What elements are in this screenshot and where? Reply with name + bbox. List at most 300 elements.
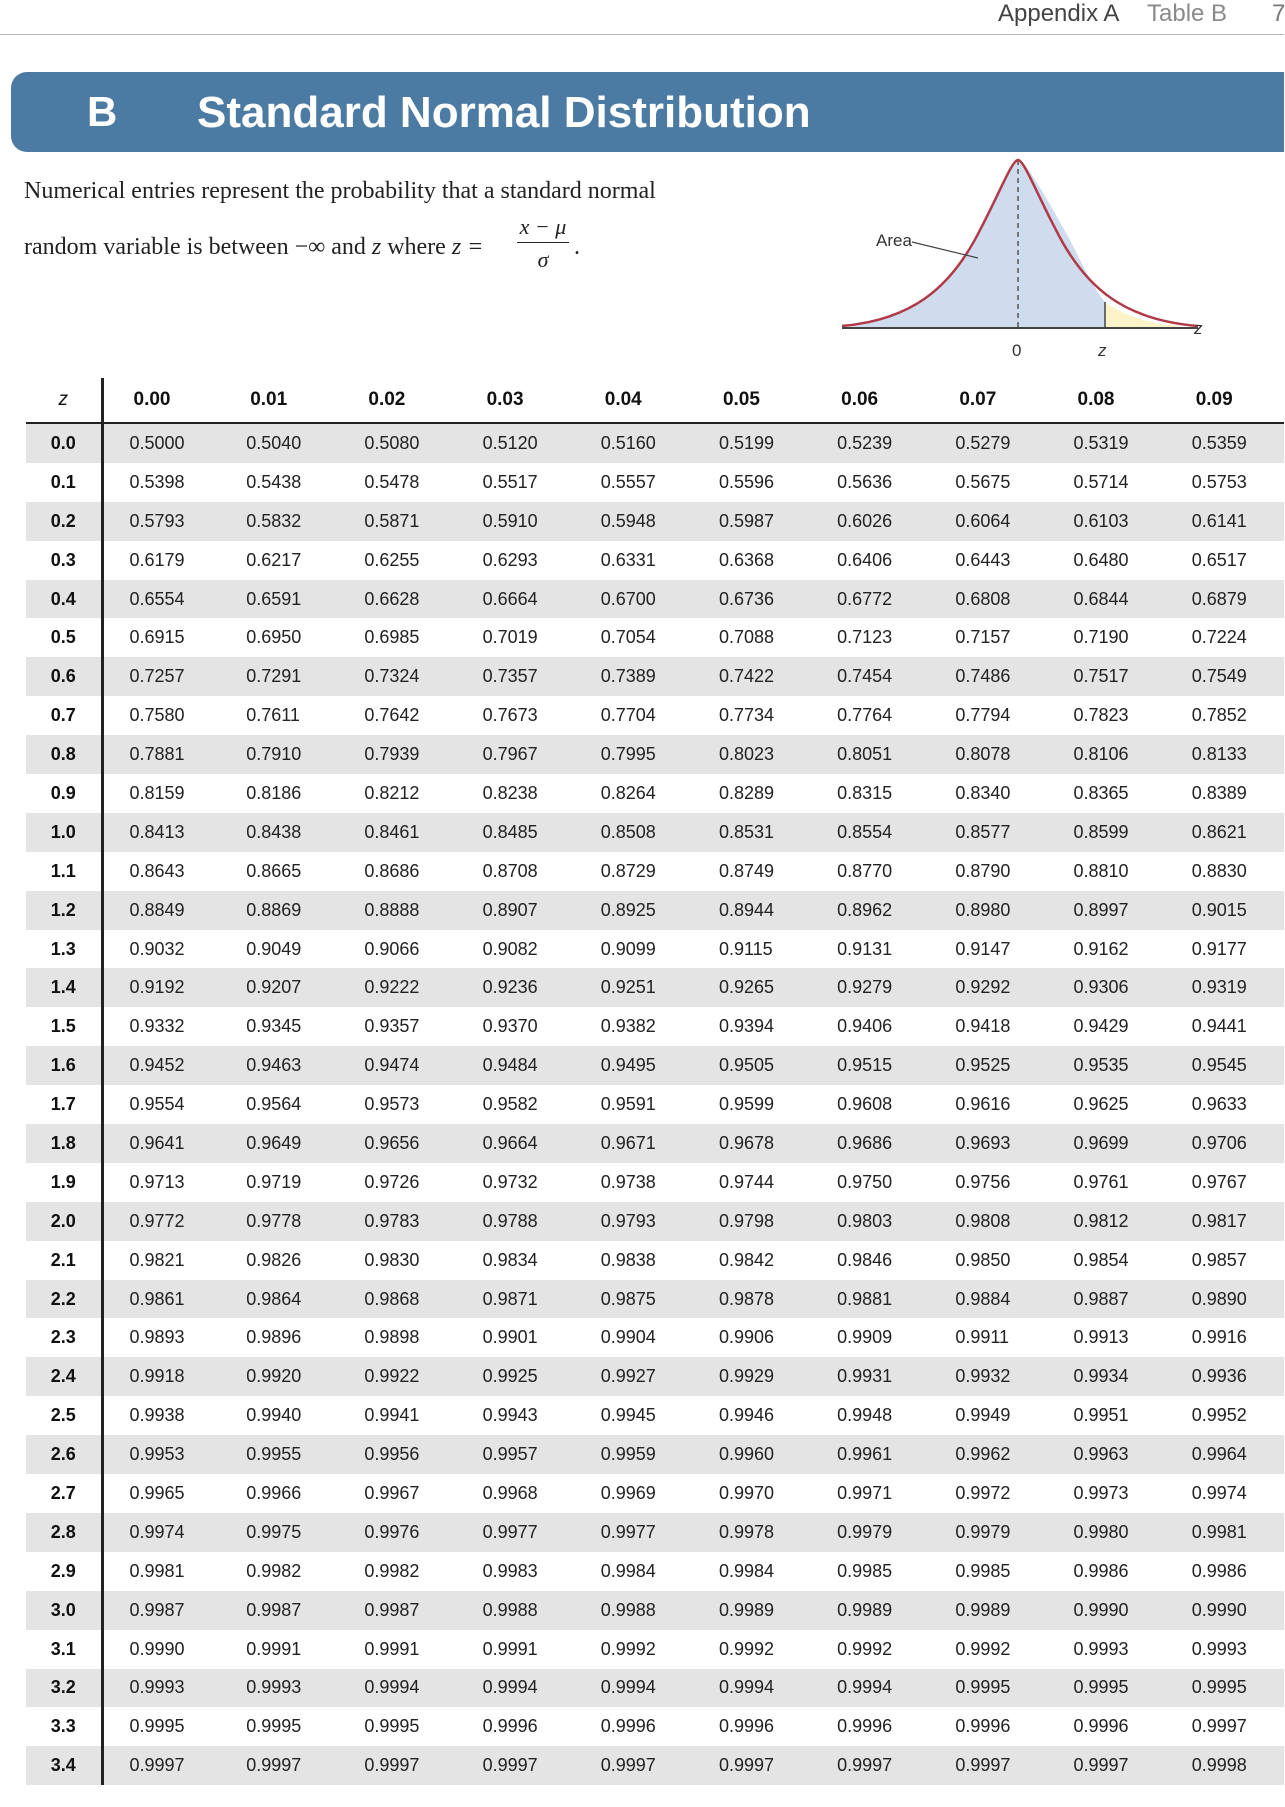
table-row	[26, 463, 1284, 502]
probability-cell: 0.8599	[1048, 813, 1166, 852]
probability-cell: 0.9913	[1073, 1327, 1129, 1348]
probability-cell: 0.5080	[338, 423, 456, 463]
probability-cell: 0.9798	[693, 1202, 811, 1241]
row-z-value: 1.5	[26, 1007, 102, 1046]
table-row	[26, 1163, 1284, 1202]
probability-cell: 0.5910	[457, 502, 575, 541]
row-z-value: 2.1	[26, 1241, 102, 1280]
probability-cell: 0.6179	[129, 549, 185, 570]
probability-cell: 0.9995	[1166, 1669, 1284, 1708]
probability-cell: 0.9998	[1166, 1746, 1284, 1785]
zero-label: 0	[1012, 341, 1022, 360]
page-number: 7	[1272, 0, 1285, 27]
probability-cell: 0.9967	[364, 1482, 420, 1503]
probability-cell: 0.6026	[811, 502, 929, 541]
probability-cell: 0.9997	[929, 1746, 1047, 1785]
probability-cell: 0.9896	[246, 1327, 302, 1348]
probability-cell: 0.9463	[220, 1046, 338, 1085]
probability-cell: 0.9906	[718, 1327, 774, 1348]
probability-cell: 0.9972	[955, 1482, 1011, 1503]
probability-cell: 0.9991	[246, 1638, 302, 1659]
probability-cell: 0.9893	[129, 1327, 185, 1348]
probability-cell: 0.5832	[220, 502, 338, 541]
probability-cell: 0.9979	[929, 1513, 1047, 1552]
row-z-value: 0.7	[26, 696, 102, 735]
probability-cell: 0.9971	[837, 1482, 893, 1503]
probability-cell: 0.9978	[693, 1513, 811, 1552]
probability-cell: 0.9279	[811, 968, 929, 1007]
probability-cell: 0.9394	[718, 1016, 774, 1037]
probability-cell: 0.9484	[457, 1046, 575, 1085]
probability-cell: 0.9904	[600, 1327, 656, 1348]
probability-cell: 0.9988	[575, 1591, 693, 1630]
probability-cell: 0.9345	[246, 1016, 302, 1037]
probability-cell: 0.9306	[1048, 968, 1166, 1007]
probability-cell: 0.6879	[1166, 580, 1284, 619]
probability-cell: 0.9236	[457, 968, 575, 1007]
probability-cell: 0.8925	[575, 891, 693, 930]
probability-cell: 0.6255	[364, 549, 420, 570]
probability-cell: 0.9996	[482, 1716, 538, 1737]
probability-cell: 0.6700	[575, 580, 693, 619]
table-row	[26, 1552, 1284, 1591]
probability-cell: 0.9931	[811, 1357, 929, 1396]
probability-cell: 0.9992	[837, 1638, 893, 1659]
probability-cell: 0.9993	[220, 1669, 338, 1708]
probability-cell: 0.8531	[693, 813, 811, 852]
probability-cell: 0.9982	[364, 1560, 420, 1581]
row-z-value: 1.1	[26, 852, 102, 891]
row-z-value: 3.1	[26, 1630, 102, 1669]
probability-cell: 0.9099	[600, 938, 656, 959]
probability-cell: 0.9920	[220, 1357, 338, 1396]
probability-cell: 0.9990	[129, 1638, 185, 1659]
probability-cell: 0.9222	[338, 968, 456, 1007]
probability-cell: 0.9932	[929, 1357, 1047, 1396]
probability-cell: 0.6406	[837, 549, 893, 570]
probability-cell: 0.8023	[693, 735, 811, 774]
probability-cell: 0.9887	[1048, 1280, 1166, 1319]
probability-cell: 0.9418	[955, 1016, 1011, 1037]
probability-cell: 0.9656	[338, 1124, 456, 1163]
probability-cell: 0.7257	[102, 657, 220, 696]
probability-cell: 0.9991	[482, 1638, 538, 1659]
table-row	[26, 423, 1284, 463]
table-row	[26, 1357, 1284, 1396]
probability-cell: 0.6591	[220, 580, 338, 619]
probability-cell: 0.7517	[1048, 657, 1166, 696]
probability-cell: 0.9997	[102, 1746, 220, 1785]
probability-cell: 0.6064	[929, 502, 1047, 541]
probability-cell: 0.7190	[1073, 627, 1129, 648]
row-z-value: 0.2	[26, 502, 102, 541]
probability-cell: 0.5319	[1048, 423, 1166, 463]
row-z-value: 3.3	[26, 1707, 102, 1746]
probability-cell: 0.9884	[929, 1280, 1047, 1319]
column-header: 0.02	[338, 378, 456, 423]
probability-cell: 0.9826	[246, 1249, 302, 1270]
probability-cell: 0.6141	[1166, 502, 1284, 541]
formula-period: .	[574, 234, 580, 260]
probability-cell: 0.9192	[102, 968, 220, 1007]
probability-cell: 0.6772	[811, 580, 929, 619]
probability-cell: 0.9977	[457, 1513, 575, 1552]
probability-cell: 0.8686	[364, 860, 420, 881]
row-z-value: 3.2	[26, 1669, 102, 1708]
table-row	[26, 1591, 1284, 1630]
intro-line-2	[24, 234, 483, 261]
probability-cell: 0.5948	[575, 502, 693, 541]
table-row	[26, 813, 1284, 852]
probability-cell: 0.6915	[129, 627, 185, 648]
probability-cell: 0.9974	[102, 1513, 220, 1552]
page-title: Standard Normal Distribution	[197, 88, 811, 137]
column-header: 0.09	[1166, 378, 1284, 423]
probability-cell: 0.8621	[1166, 813, 1284, 852]
probability-cell: 0.5987	[693, 502, 811, 541]
probability-cell: 0.9938	[129, 1405, 185, 1426]
probability-cell: 0.9846	[837, 1249, 893, 1270]
probability-cell: 0.7881	[102, 735, 220, 774]
probability-cell: 0.8186	[246, 782, 302, 803]
probability-cell: 0.9761	[1073, 1171, 1129, 1192]
probability-cell: 0.9633	[1191, 1094, 1247, 1115]
probability-cell: 0.8770	[837, 860, 893, 881]
probability-cell: 0.9968	[482, 1482, 538, 1503]
probability-cell: 0.9990	[1166, 1591, 1284, 1630]
probability-cell: 0.8508	[575, 813, 693, 852]
probability-cell: 0.9573	[364, 1094, 420, 1115]
probability-cell: 0.9699	[1048, 1124, 1166, 1163]
probability-cell: 0.9997	[1191, 1716, 1247, 1737]
probability-cell: 0.5517	[482, 471, 538, 492]
probability-cell: 0.9641	[102, 1124, 220, 1163]
probability-cell: 0.9951	[1073, 1405, 1129, 1426]
probability-cell: 0.8830	[1191, 860, 1247, 881]
probability-cell: 0.6808	[929, 580, 1047, 619]
z-table	[26, 378, 1284, 1785]
probability-cell: 0.5557	[600, 471, 656, 492]
probability-cell: 0.9969	[600, 1482, 656, 1503]
probability-cell: 0.5753	[1191, 471, 1247, 492]
table-row	[26, 1280, 1284, 1319]
row-z-value: 2.8	[26, 1513, 102, 1552]
probability-cell: 0.7324	[338, 657, 456, 696]
probability-cell: 0.9495	[575, 1046, 693, 1085]
probability-cell: 0.7422	[693, 657, 811, 696]
probability-cell: 0.7357	[457, 657, 575, 696]
probability-cell: 0.8485	[457, 813, 575, 852]
axis-z-label: z	[1194, 319, 1203, 338]
probability-cell: 0.9901	[482, 1327, 538, 1348]
probability-cell: 0.9992	[600, 1638, 656, 1659]
table-label: Table B	[1147, 0, 1228, 27]
probability-cell: 0.9319	[1166, 968, 1284, 1007]
probability-cell: 0.9955	[220, 1435, 338, 1474]
table-row	[26, 1669, 1284, 1708]
probability-cell: 0.9995	[1048, 1669, 1166, 1708]
probability-cell: 0.9808	[929, 1202, 1047, 1241]
table-row	[26, 502, 1284, 541]
probability-cell: 0.9441	[1191, 1016, 1247, 1037]
area-under-curve	[842, 160, 1018, 328]
probability-cell: 0.7852	[1191, 705, 1247, 726]
row-z-value: 2.9	[26, 1552, 102, 1591]
probability-cell: 0.9505	[693, 1046, 811, 1085]
probability-cell: 0.9842	[718, 1249, 774, 1270]
probability-cell: 0.7580	[129, 705, 185, 726]
probability-cell: 0.9989	[929, 1591, 1047, 1630]
probability-cell: 0.9994	[457, 1669, 575, 1708]
probability-cell: 0.9726	[364, 1171, 420, 1192]
probability-cell: 0.8962	[811, 891, 929, 930]
table-row	[26, 1085, 1284, 1124]
table-row	[26, 968, 1284, 1007]
probability-cell: 0.9988	[457, 1591, 575, 1630]
probability-cell: 0.9981	[1166, 1513, 1284, 1552]
column-header: 0.08	[1048, 378, 1166, 423]
probability-cell: 0.8749	[718, 860, 774, 881]
probability-cell: 0.9997	[220, 1746, 338, 1785]
probability-cell: 0.8729	[600, 860, 656, 881]
probability-cell: 0.9956	[338, 1435, 456, 1474]
probability-cell: 0.9992	[718, 1638, 774, 1659]
probability-cell: 0.9963	[1048, 1435, 1166, 1474]
probability-cell: 0.9332	[129, 1016, 185, 1037]
probability-cell: 0.9207	[220, 968, 338, 1007]
row-z-value: 2.7	[26, 1474, 102, 1513]
probability-cell: 0.8051	[811, 735, 929, 774]
probability-cell: 0.9980	[1048, 1513, 1166, 1552]
probability-cell: 0.9693	[929, 1124, 1047, 1163]
probability-cell: 0.9834	[482, 1249, 538, 1270]
probability-cell: 0.9949	[955, 1405, 1011, 1426]
probability-cell: 0.9032	[129, 938, 185, 959]
probability-cell: 0.9974	[1191, 1482, 1247, 1503]
where-word: where	[387, 234, 446, 260]
row-z-value: 2.6	[26, 1435, 102, 1474]
row-z-value: 1.9	[26, 1163, 102, 1202]
probability-cell: 0.9788	[457, 1202, 575, 1241]
probability-cell: 0.9936	[1166, 1357, 1284, 1396]
probability-cell: 0.9996	[718, 1716, 774, 1737]
probability-cell: 0.8980	[929, 891, 1047, 930]
probability-cell: 0.9115	[718, 938, 773, 959]
table-row	[26, 1396, 1284, 1435]
table-row	[26, 1707, 1284, 1746]
probability-cell: 0.9868	[338, 1280, 456, 1319]
probability-cell: 0.5160	[575, 423, 693, 463]
probability-cell: 0.8810	[1073, 860, 1129, 881]
probability-cell: 0.9554	[129, 1094, 185, 1115]
probability-cell: 0.6217	[246, 549, 302, 570]
row-z-value: 0.1	[26, 463, 102, 502]
probability-cell: 0.7995	[575, 735, 693, 774]
probability-cell: 0.9817	[1166, 1202, 1284, 1241]
probability-cell: 0.9177	[1191, 938, 1247, 959]
probability-cell: 0.9996	[955, 1716, 1011, 1737]
probability-cell: 0.7054	[600, 627, 656, 648]
z-equals: z =	[451, 234, 484, 260]
probability-cell: 0.9941	[364, 1405, 420, 1426]
probability-cell: 0.7642	[364, 705, 420, 726]
probability-cell: 0.9918	[102, 1357, 220, 1396]
probability-cell: 0.9995	[246, 1716, 302, 1737]
table-row	[26, 930, 1284, 969]
probability-cell: 0.9545	[1166, 1046, 1284, 1085]
running-head	[0, 0, 1284, 35]
probability-cell: 0.7123	[837, 627, 893, 648]
probability-cell: 0.9830	[364, 1249, 420, 1270]
column-header: 0.06	[811, 378, 929, 423]
table-row	[26, 735, 1284, 774]
probability-cell: 0.9370	[482, 1016, 538, 1037]
probability-cell: 0.6554	[102, 580, 220, 619]
probability-cell: 0.9970	[718, 1482, 774, 1503]
probability-cell: 0.9995	[929, 1669, 1047, 1708]
probability-cell: 0.9649	[220, 1124, 338, 1163]
probability-cell: 0.9960	[693, 1435, 811, 1474]
probability-cell: 0.6950	[246, 627, 302, 648]
z-formula-fraction	[514, 214, 572, 273]
column-header: 0.04	[575, 378, 693, 423]
probability-cell: 0.9515	[811, 1046, 929, 1085]
table-letter: B	[87, 88, 118, 135]
probability-cell: 0.9934	[1048, 1357, 1166, 1396]
probability-cell: 0.8365	[1073, 782, 1129, 803]
section-banner	[11, 72, 1284, 152]
probability-cell: 0.9857	[1191, 1249, 1247, 1270]
probability-cell: 0.9983	[482, 1560, 538, 1581]
column-header: 0.07	[929, 378, 1047, 423]
probability-cell: 0.9871	[457, 1280, 575, 1319]
probability-cell: 0.9671	[575, 1124, 693, 1163]
probability-cell: 0.9984	[600, 1560, 656, 1581]
probability-cell: 0.9838	[600, 1249, 656, 1270]
table-row	[26, 1474, 1284, 1513]
probability-cell: 0.9916	[1191, 1327, 1247, 1348]
probability-cell: 0.8944	[693, 891, 811, 930]
probability-cell: 0.7939	[338, 735, 456, 774]
probability-cell: 0.8438	[220, 813, 338, 852]
probability-cell: 0.9945	[600, 1405, 656, 1426]
z-table-body	[26, 423, 1284, 1785]
probability-cell: 0.9993	[1191, 1638, 1247, 1659]
probability-cell: 0.7823	[1073, 705, 1129, 726]
probability-cell: 0.9767	[1191, 1171, 1247, 1192]
probability-cell: 0.8413	[102, 813, 220, 852]
intro-line-2-prefix: random variable is between −∞ and	[24, 234, 366, 260]
probability-cell: 0.5000	[102, 423, 220, 463]
row-z-value: 2.3	[26, 1318, 102, 1357]
row-z-value: 1.7	[26, 1085, 102, 1124]
row-z-value: 1.0	[26, 813, 102, 852]
probability-cell: 0.9812	[1048, 1202, 1166, 1241]
probability-cell: 0.9750	[837, 1171, 893, 1192]
probability-cell: 0.8264	[600, 782, 656, 803]
probability-cell: 0.9664	[457, 1124, 575, 1163]
probability-cell: 0.7157	[955, 627, 1011, 648]
probability-cell: 0.6517	[1191, 549, 1247, 570]
probability-cell: 0.6368	[718, 549, 774, 570]
probability-cell: 0.9686	[811, 1124, 929, 1163]
probability-cell: 0.8133	[1166, 735, 1284, 774]
row-z-value: 0.0	[26, 423, 102, 463]
probability-cell: 0.5239	[811, 423, 929, 463]
probability-cell: 0.9678	[693, 1124, 811, 1163]
probability-cell: 0.5438	[246, 471, 302, 492]
probability-cell: 0.9997	[693, 1746, 811, 1785]
probability-cell: 0.5199	[693, 423, 811, 463]
probability-cell: 0.9984	[718, 1560, 774, 1581]
probability-cell: 0.9948	[837, 1405, 893, 1426]
probability-cell: 0.9981	[129, 1560, 185, 1581]
probability-cell: 0.9591	[600, 1094, 656, 1115]
table-row	[26, 1513, 1284, 1552]
probability-cell: 0.9982	[246, 1560, 302, 1581]
probability-cell: 0.7764	[837, 705, 893, 726]
probability-cell: 0.5636	[837, 471, 893, 492]
probability-cell: 0.9429	[1073, 1016, 1129, 1037]
probability-cell: 0.9066	[364, 938, 420, 959]
probability-cell: 0.9940	[246, 1405, 302, 1426]
probability-cell: 0.9744	[718, 1171, 774, 1192]
probability-cell: 0.9803	[811, 1202, 929, 1241]
probability-cell: 0.9977	[575, 1513, 693, 1552]
probability-cell: 0.9975	[220, 1513, 338, 1552]
table-row	[26, 1007, 1284, 1046]
probability-cell: 0.9961	[811, 1435, 929, 1474]
probability-cell: 0.5714	[1073, 471, 1129, 492]
probability-cell: 0.9925	[457, 1357, 575, 1396]
column-header: 0.00	[102, 378, 220, 423]
table-row	[26, 1630, 1284, 1669]
header-row	[26, 378, 1284, 423]
probability-cell: 0.9861	[102, 1280, 220, 1319]
appendix-label: Appendix A	[998, 0, 1120, 27]
probability-cell: 0.9772	[102, 1202, 220, 1241]
probability-cell: 0.9474	[338, 1046, 456, 1085]
probability-cell: 0.9987	[338, 1591, 456, 1630]
row-z-value: 1.2	[26, 891, 102, 930]
probability-cell: 0.9864	[220, 1280, 338, 1319]
table-row	[26, 891, 1284, 930]
probability-cell: 0.9997	[811, 1746, 929, 1785]
fraction-bar	[517, 242, 569, 243]
probability-cell: 0.8790	[955, 860, 1011, 881]
probability-cell: 0.6480	[1073, 549, 1129, 570]
column-header: 0.01	[220, 378, 338, 423]
probability-cell: 0.6844	[1048, 580, 1166, 619]
probability-cell: 0.9993	[102, 1669, 220, 1708]
row-z-value: 2.0	[26, 1202, 102, 1241]
probability-cell: 0.9162	[1073, 938, 1129, 959]
probability-cell: 0.9996	[837, 1716, 893, 1737]
row-z-value: 3.0	[26, 1591, 102, 1630]
probability-cell: 0.8106	[1048, 735, 1166, 774]
probability-cell: 0.8289	[718, 782, 774, 803]
probability-cell: 0.7019	[482, 627, 538, 648]
probability-cell: 0.9989	[811, 1591, 929, 1630]
probability-cell: 0.8869	[220, 891, 338, 930]
probability-cell: 0.9265	[693, 968, 811, 1007]
row-z-value: 0.3	[26, 541, 102, 580]
probability-cell: 0.9535	[1048, 1046, 1166, 1085]
probability-cell: 0.5120	[457, 423, 575, 463]
probability-cell: 0.9973	[1073, 1482, 1129, 1503]
probability-cell: 0.9943	[482, 1405, 538, 1426]
probability-cell: 0.8340	[955, 782, 1011, 803]
